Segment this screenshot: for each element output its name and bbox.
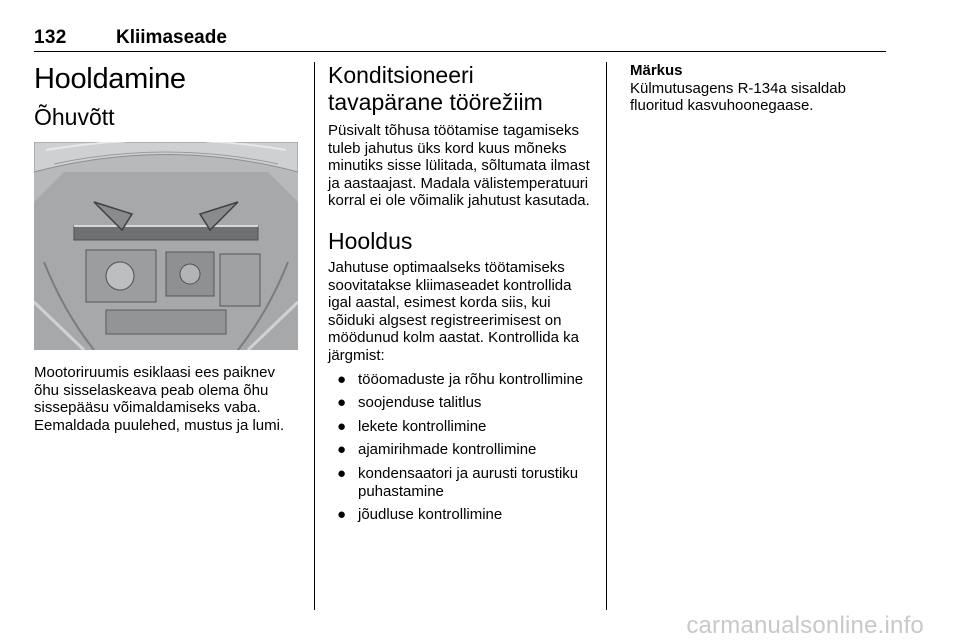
chapter-title: Kliimaseade <box>116 27 227 48</box>
list-item-text: kondensaatori ja aurusti torustiku puhastamine <box>358 464 579 500</box>
subsection-title: Hooldus <box>328 227 413 254</box>
list-item-text: lekete kontrollimine <box>358 417 487 435</box>
paragraph: Püsivalt tõhusa töötamise tagamiseks tuleb jahutus üks kord kuus mõneks minutiks sisse lülitada, sõltumata ilmast ja aastaajast. Madala välistemperatuuri korral ei ole võimalik jahutust kasutada. <box>328 122 590 210</box>
list-item <box>328 465 590 500</box>
note-text: Külmutusagens R-134a sisaldab fluoritud kasvuhoonegaase. <box>630 79 846 115</box>
engine-bay-drawing <box>34 142 298 350</box>
list-item <box>328 506 590 524</box>
section-title: Konditsioneeri tavapärane töörežiim <box>328 62 543 115</box>
checklist <box>328 371 590 524</box>
section-title: Hooldamine <box>34 63 186 95</box>
bullet-icon: ● <box>337 464 347 482</box>
bullet-icon: ● <box>337 506 347 524</box>
list-item <box>328 441 590 459</box>
bullet-icon: ● <box>337 441 347 459</box>
column-divider-left <box>314 62 315 610</box>
column-right <box>630 62 880 115</box>
column-divider-right <box>606 62 607 610</box>
list-item-text: tööomaduste ja rõhu kontrollimine <box>358 370 584 388</box>
column-left <box>34 62 300 434</box>
column-middle <box>328 62 590 530</box>
bullet-icon: ● <box>337 370 347 388</box>
note-title: Märkus <box>630 62 683 79</box>
watermark: carmanualsonline.info <box>686 612 924 639</box>
subsection-title: Õhuvõtt <box>34 104 115 130</box>
page-number: 132 <box>34 27 67 48</box>
bullet-icon: ● <box>337 417 347 435</box>
list-item <box>328 418 590 436</box>
paragraph: Jahutuse optimaalseks töötamiseks soovitatakse kliimaseadet kontrollida igal aastal, esimest korda siis, kui sõiduki algsest registreerimisest on möödunud kolm aastat. Kontrollida ka järgmist: <box>328 258 579 364</box>
list-item-text: ajamirihmade kontrollimine <box>358 441 537 459</box>
page-header <box>34 27 886 52</box>
list-item <box>328 371 590 389</box>
list-item <box>328 394 590 412</box>
figure-caption: Mootoriruumis esiklaasi ees paiknev õhu sisselaskeava peab olema õhu sissepääsu võimaldamiseks vaba. Eemaldada puulehed, mustus ja lumi. <box>34 364 285 434</box>
engine-bay-illustration <box>34 142 298 350</box>
list-item-text: jõudluse kontrollimine <box>358 506 503 524</box>
list-item-text: soojenduse talitlus <box>358 394 482 412</box>
bullet-icon: ● <box>337 394 347 412</box>
